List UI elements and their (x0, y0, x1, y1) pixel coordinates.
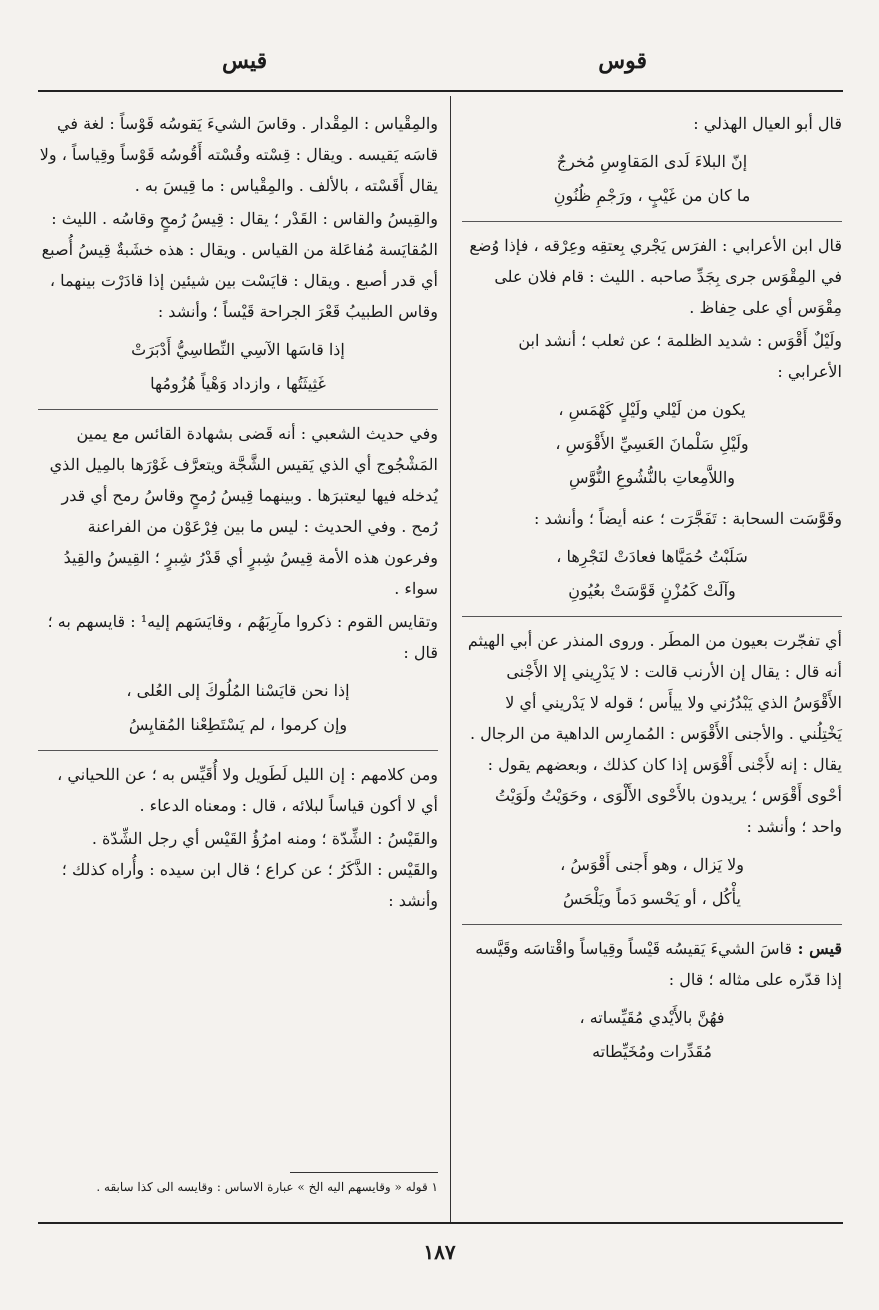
entry-headword: قيس : (792, 939, 842, 958)
left-column (38, 108, 438, 918)
verse-line: وآلَتْ كَمُزْنٍ قَوَّسَتْ بعُيُونِ (568, 581, 736, 600)
section-separator (38, 409, 438, 410)
paragraph (462, 230, 842, 323)
right-column (462, 108, 842, 1077)
paragraph-text: والقِيسُ والقاس : القَدْر ؛ يقال : قِيسُ رُمحٍ وقاسُه . الليث : المُقايَسة مُفاعَلة من القياس . ويقال : هذه خشَبةٌ قِيسُ أُصبع أي قدر أصبع . ويقال : قايَسْت بين شيئين إذا قادَرْت بينهما ، وقاس الطبيبُ قَعْرَ الجراحة قَيْساً ؛ وأنشد : (41, 209, 438, 321)
section-separator (462, 616, 842, 617)
verse-line: يأْكُل ، أو يَحْسو دَماً ويَلْحَسُ (563, 889, 741, 908)
paragraph-text: وفي حديث الشعبي : أنه قَضى بشهادة القائس مع يمين المَشْجُوج أي الذي يَقيس الشَّجَّة ويتعرَّف غَوْرَها بالمِيل الذي يُدخله فيها ليعتبرَها . وبينهما قِيسُ رُمحٍ وقاسُ رمح أي قدر رُمح . وفي الحديث : ليس ما بين فِرْعَوْن من الفراعنة وفرعون هذه الأمة قِيسُ شِبرٍ أي قَدْرُ شِبرٍ ؛ القِيسُ والقِيدُ سواء . (49, 424, 438, 598)
verse-line: إذا نحن قايَسْنا المُلُوكَ إلى العُلى ، (126, 681, 350, 700)
verse-line: إنّ البلاءَ لَدى المَقاوِسِ مُخرجٌ (556, 152, 748, 171)
section-separator (462, 221, 842, 222)
top-rule (38, 90, 843, 92)
bottom-rule (38, 1222, 843, 1224)
paragraph-text: قال ابن الأعرابي : الفرَس يَجْري بِعتقِه وعِرْقه ، فإذا وُضع في المِقْوَس جرى بِجَدِّ صاحبه . الليث : قام فلان على مِقْوَس أي على حِفاظ . (469, 236, 842, 317)
paragraph (38, 418, 438, 604)
paragraph-text: والقَيْسُ : الشِّدّة ؛ ومنه امرُؤُ القَيْس أي رجل الشِّدّة . والقَيْس : الذَّكَرُ ؛ عن كراع ؛ قال ابن سيده : وأُراه كذلك ؛ وأنشد : (61, 829, 438, 910)
paragraph-text: ومن كلامهم : إن الليل لَطَويل ولا أُقَيِّس به ؛ عن اللحياني ، أي لا أكون قياساً لبلائه ، قال : ومعناه الدعاء . (57, 765, 438, 815)
paragraph-text: قال أبو العيال الهذلي : (693, 114, 842, 133)
verse-line: وإن كرموا ، لم يَسْتَطِعْنا المُقايِسُ (128, 715, 348, 734)
paragraph (462, 325, 842, 387)
verse-line: واللاَّمِعاتِ بالنُّشُوعِ النُّوَّسِ (568, 468, 736, 487)
paragraph (38, 823, 438, 916)
verse-line: مُقَدِّرات ومُخَيِّطاته (592, 1042, 712, 1061)
verse-block (462, 848, 842, 916)
paragraph-text: والمِقْياس : المِقْدار . وقاسَ الشيءَ يَقوسُه قَوْساً : لغة في قاسَه يَقيسه . ويقال : قِسْته وقُسْته أَقُوسُه قَوْساً وقِياساً ، ولا يقال أَقَسْته ، بالألف . والمِقْياس : ما قِيسَ به . (39, 114, 438, 195)
paragraph (462, 625, 842, 842)
paragraph (38, 108, 438, 201)
footnote: ١ قوله « وقايسهم اليه الخ » عبارة الاساس : وقايسه الى كذا سابقه . (96, 1180, 438, 1194)
verse-block (462, 540, 842, 608)
verse-block (462, 1001, 842, 1069)
verse-block (38, 674, 438, 742)
verse-line: إذا قاسَها الآسِي النِّطاسِيُّ أَدْبَرَتْ (131, 340, 345, 359)
verse-line: ولَيْلِ سَلْمانَ العَسِيِّ الأَقْوَسِ ، (555, 434, 749, 453)
verse-block (462, 393, 842, 495)
verse-line: يكون من لَيْلي ولَيْلٍ كَهْمَسِ ، (558, 400, 746, 419)
paragraph (462, 503, 842, 534)
paragraph (38, 606, 438, 668)
verse-block (38, 333, 438, 401)
paragraph (462, 108, 842, 139)
header-left-word: قيس (222, 48, 268, 74)
verse-line: غَثِيثَتُها ، وازداد وَهْياً هُزُومُها (150, 374, 326, 393)
page-number: ١٨٧ (423, 1240, 456, 1264)
paragraph-text: أي تفجّرت بعيون من المطَر . وروى المنذر عن أبي الهيثم أنه قال : يقال إن الأرنب قالت : لا يَدْرِيني إلا الأَجْنى الأَقْوَسُ الذي يَبْدُرُني ولا ييأَس ؛ قوله لا يَدْريني أي لا يَخْتِلُني . والأجنى الأَقْوَس : المُمارِس الداهية من الرجال . يقال : إنه لأَجْنى أَقْوَس إذا كان كذلك ، وبعضهم يقول : أحْوى أَقْوَس ؛ يريدون بالأَحْوى الأَلْوَى ، وحَوَيْتُ ولَوَيْتُ واحد ؛ وأنشد : (467, 631, 842, 836)
paragraph-text: قاسَ الشيءَ يَقيسُه قَيْساً وقِياساً واقْتاسَه وقَيَّسه إذا قدّره على مثاله ؛ قال : (475, 939, 842, 989)
verse-line: ولا يَزال ، وهو أَجنى أَقْوَسُ ، (560, 855, 744, 874)
paragraph (462, 933, 842, 995)
paragraph (38, 759, 438, 821)
verse-line: ما كان من غَيْبٍ ، ورَجْمِ ظُنُونِ (553, 186, 751, 205)
paragraph-text: ولَيْلٌ أَقْوَس : شديد الظلمة ؛ عن ثعلب ؛ أنشد ابن الأعرابي : (518, 331, 842, 381)
column-divider (450, 96, 451, 1222)
verse-line: سَلَبْتُ حُمَيَّاها فعادَتْ لنَجْرِها ، (556, 547, 748, 566)
paragraph (38, 203, 438, 327)
paragraph-text: وتقايس القوم : ذكروا مآرِبَهُم ، وقايَسَهم إليه¹ : قايسهم به ؛ قال : (47, 612, 438, 662)
section-separator (462, 924, 842, 925)
verse-line: فهُنَّ بالأَيْدي مُقَيِّساته ، (579, 1008, 725, 1027)
paragraph-text: وقَوَّسَت السحابة : تَفَجَّرَت ؛ عنه أيضاً ؛ وأنشد : (534, 509, 842, 528)
header-right-word: قوس (598, 48, 647, 74)
section-separator (38, 750, 438, 751)
footnote-rule (290, 1172, 438, 1173)
verse-block (462, 145, 842, 213)
